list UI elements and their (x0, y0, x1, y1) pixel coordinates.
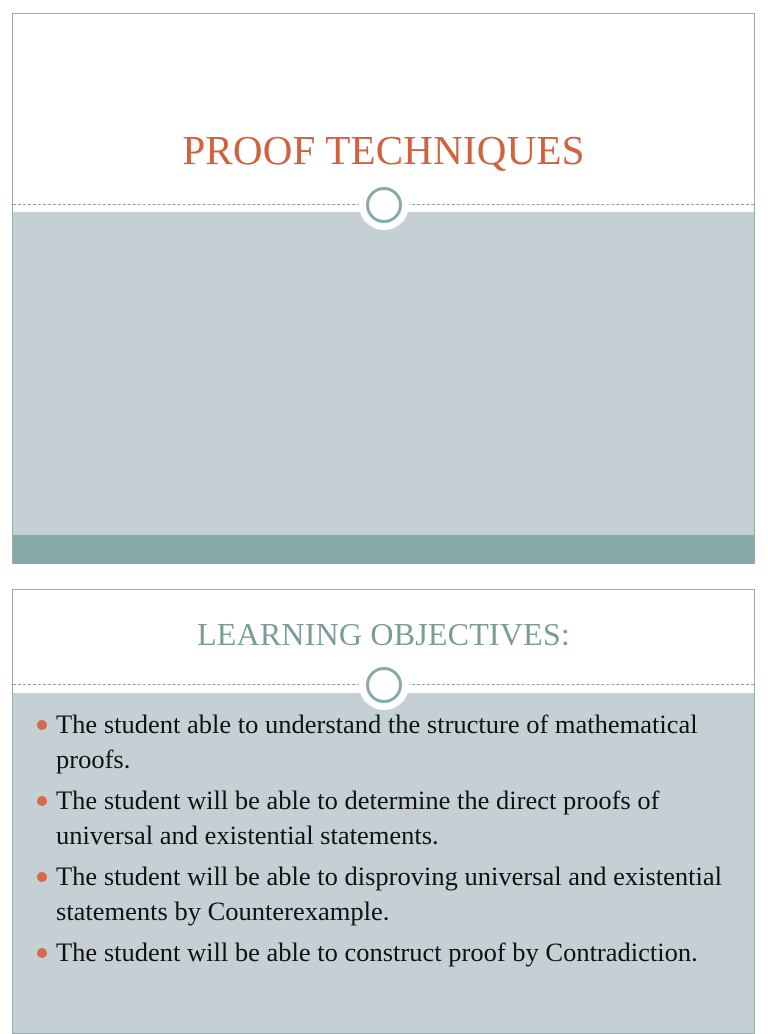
slide-title (12, 13, 755, 564)
bottom-band (13, 535, 754, 563)
bullet-text: The student will be able to determine the direct proofs of universal and existential statements. (56, 785, 660, 850)
list-item (37, 783, 740, 853)
bullet-icon (37, 796, 47, 806)
slide-learning-objectives (12, 589, 755, 1034)
list-item (37, 935, 740, 970)
slide-title-text: PROOF TECHNIQUES (182, 127, 585, 173)
list-item (37, 859, 740, 929)
circle-ornament-icon (359, 180, 409, 230)
bullet-icon (37, 948, 47, 958)
title-area (13, 14, 754, 204)
bullet-icon (37, 720, 47, 730)
bullet-icon (37, 872, 47, 882)
slide-heading: LEARNING OBJECTIVES: (197, 616, 570, 652)
circle-ornament-icon (359, 660, 409, 710)
bullet-text: The student able to understand the structure of mathematical proofs. (56, 709, 698, 774)
objectives-list (37, 707, 740, 976)
content-area (13, 212, 754, 535)
bullet-text: The student will be able to disproving universal and existential statements by Counterexample. (56, 861, 723, 926)
bullet-text: The student will be able to construct proof by Contradiction. (56, 937, 698, 967)
list-item (37, 707, 740, 777)
